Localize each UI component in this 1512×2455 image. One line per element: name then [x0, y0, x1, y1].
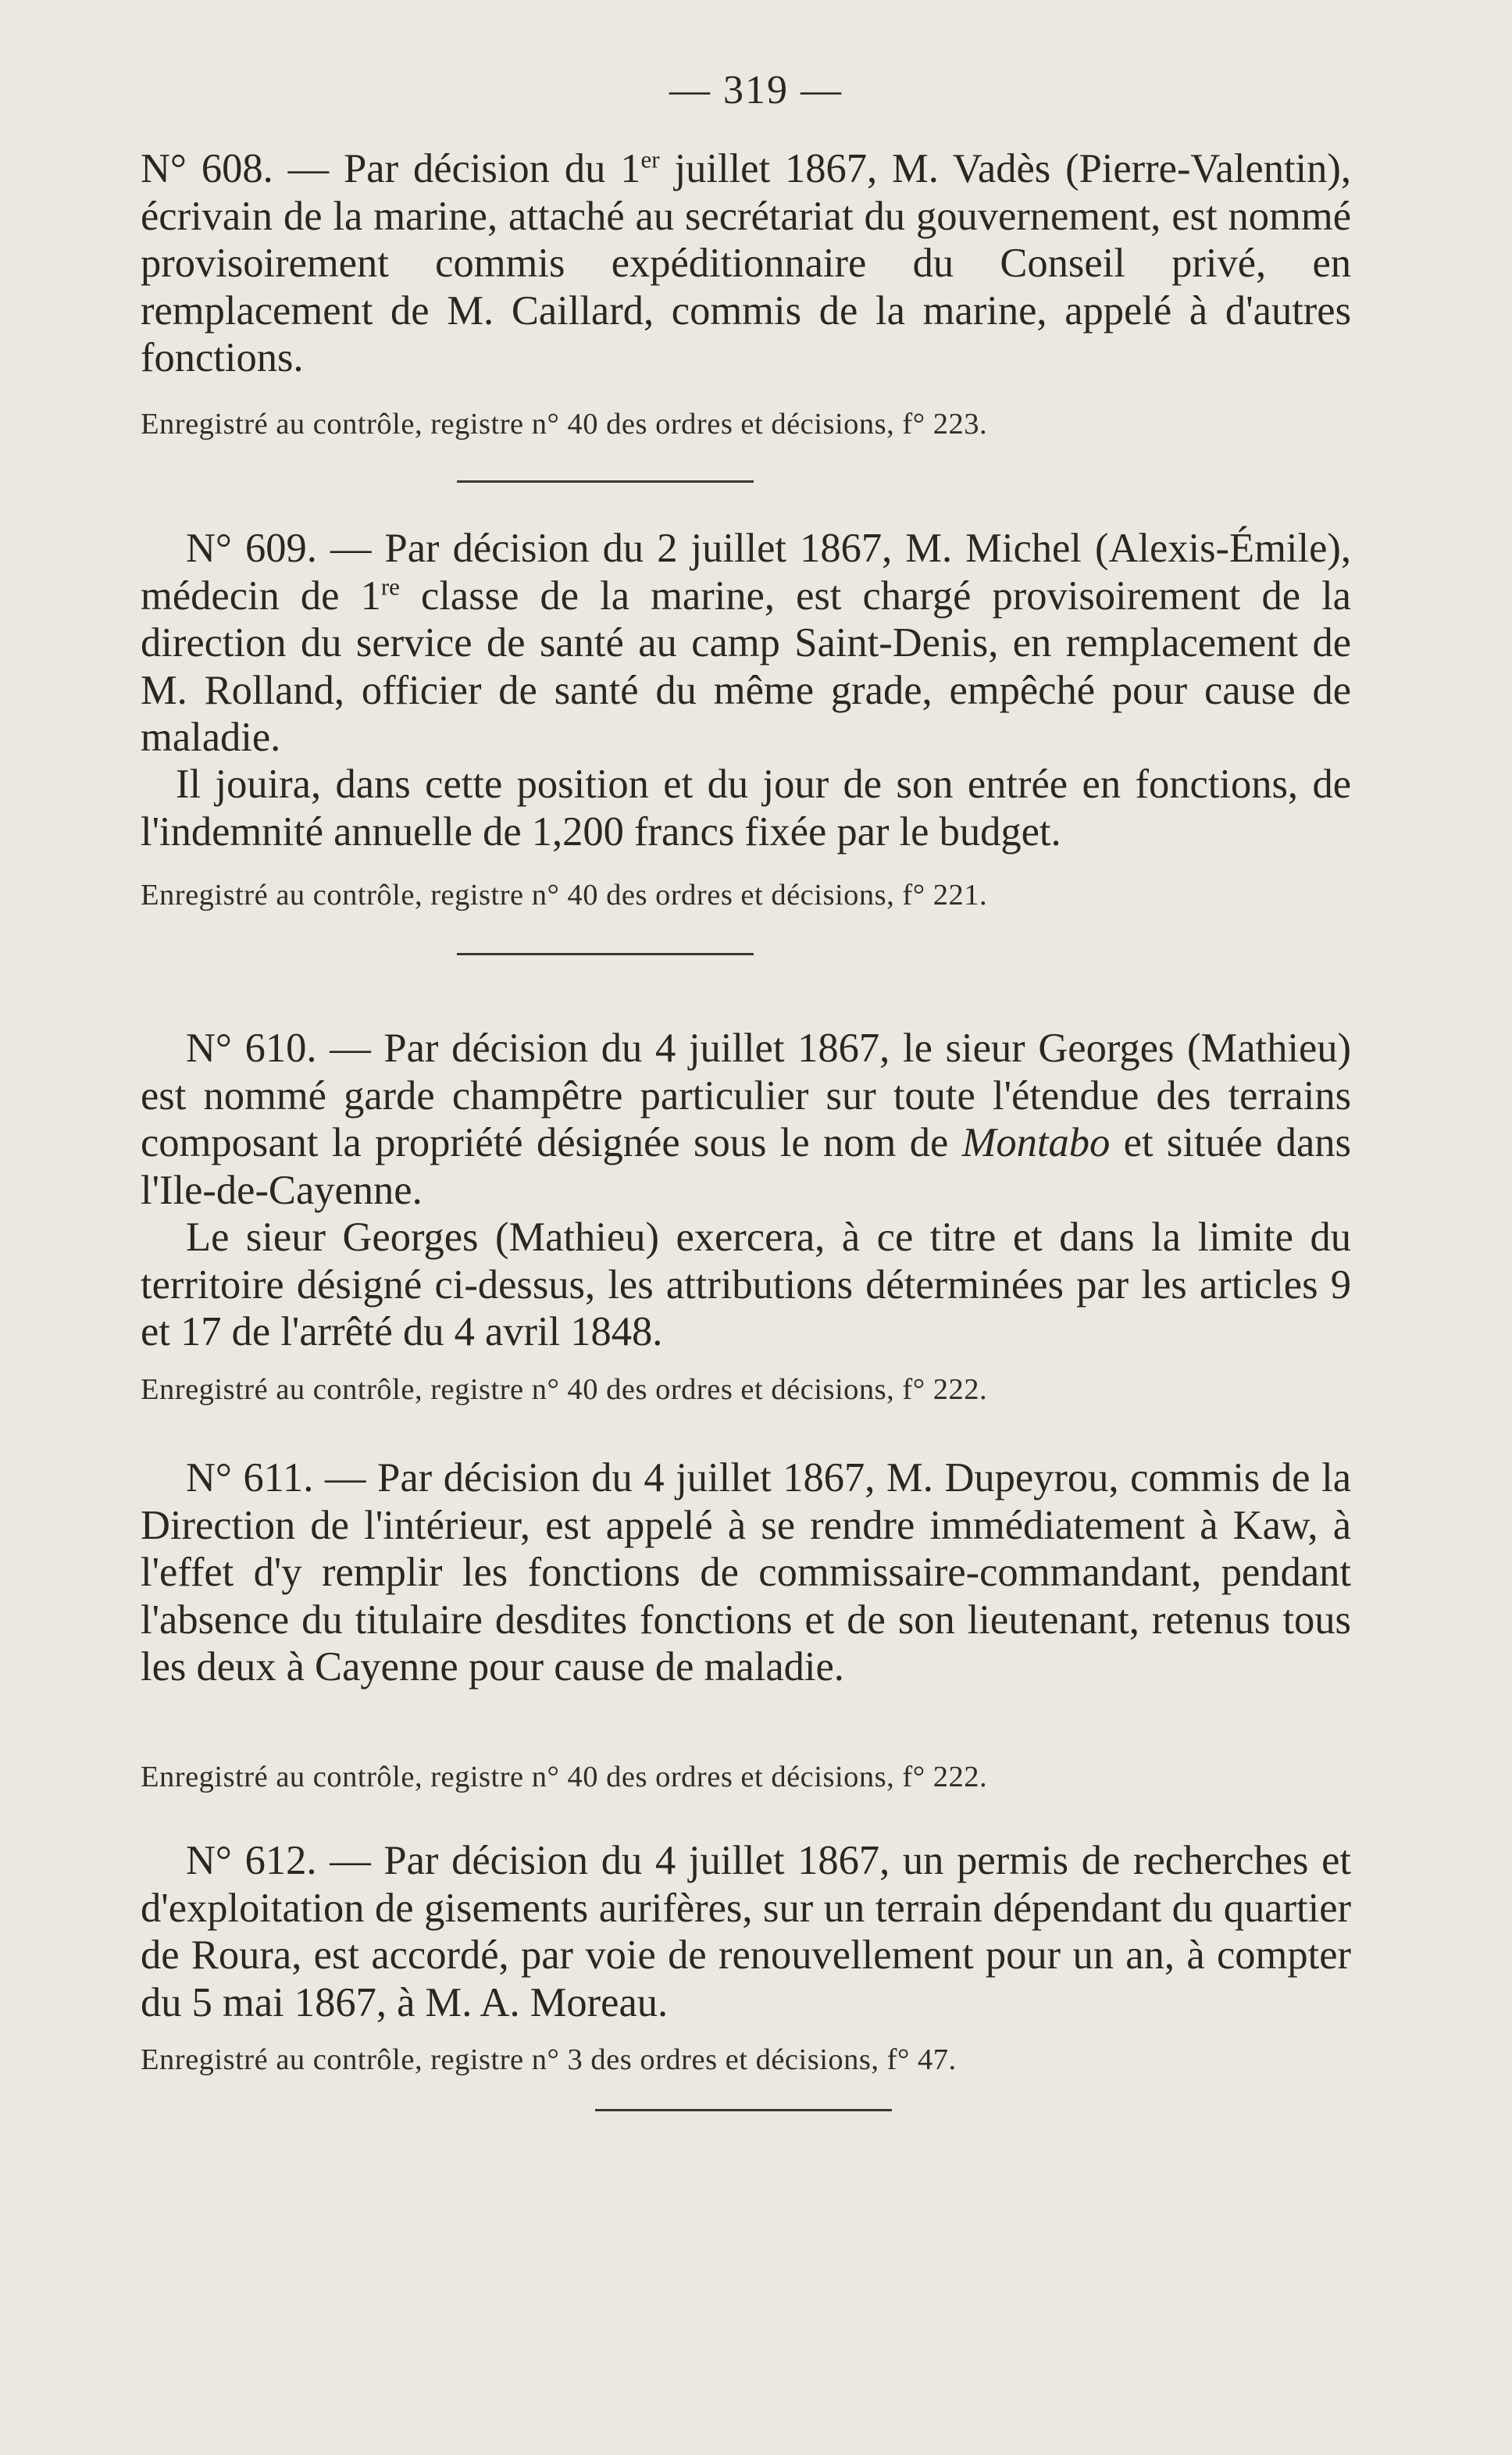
place-name-italic: Montabo	[961, 1120, 1111, 1165]
registration-note-608: Enregistré au contrôle, registre n° 40 des ordres et décisions, f° 223.	[141, 408, 988, 441]
decision-612: N° 612. — Par décision du 4 juillet 1867, un permis de recherches et d'exploitation de gisements aurifères, sur un terrain dépendant du quartier de Roura, est accordé, par voie de renouvellement pour un an, à compter du 5 mai 1867, à M. A. Moreau.	[141, 1838, 1351, 2025]
decision-610-continuation: Le sieur Georges (Mathieu) exercera, à ce titre et dans la limite du territoire désigné ci-dessus, les attributions déterminées par les articles 9 et 17 de l'arrêté du 4 avril 1848.	[141, 1215, 1351, 1354]
page-number: — 319 —	[669, 68, 843, 112]
separator-rule	[457, 953, 754, 955]
registration-note-610: Enregistré au contrôle, registre n° 40 des ordres et décisions, f° 222.	[141, 1373, 988, 1406]
decision-610: N° 610. — Par décision du 4 juillet 1867, le sieur Georges (Mathieu) est nommé garde champêtre particulier sur toute l'étendue des terrains composant la propriété désignée sous le nom de Montabo et située dans l'Ile-de-Cayenne.	[141, 1026, 1351, 1213]
registration-note-611: Enregistré au contrôle, registre n° 40 des ordres et décisions, f° 222.	[141, 1761, 988, 1793]
decision-number: N° 610.	[186, 1026, 317, 1071]
decision-609: N° 609. — Par décision du 2 juillet 1867, M. Michel (Alexis-Émile), médecin de 1re classe de la marine, est chargé provisoirement de la direction du service de santé au camp Saint-Denis, en remplacement de M. Rolland, officier de santé du même grade, empêché pour cause de maladie.	[141, 526, 1351, 760]
separator-rule	[457, 480, 754, 483]
decision-number: N° 611.	[186, 1455, 314, 1500]
decision-number: N° 609.	[186, 526, 317, 571]
decision-number: N° 608.	[141, 146, 273, 191]
registration-note-612: Enregistré au contrôle, registre n° 3 des ordres et décisions, f° 47.	[141, 2043, 957, 2076]
registration-note-609: Enregistré au contrôle, registre n° 40 des ordres et décisions, f° 221.	[141, 879, 988, 912]
decision-608: N° 608. — Par décision du 1er juillet 1867, M. Vadès (Pierre-Valentin), écrivain de la marine, attaché au secrétariat du gouvernement, est nommé provisoirement commis expéditionnaire du Conseil privé, en remplacement de M. Caillard, commis de la marine, appelé à d'autres fonctions.	[141, 145, 1351, 380]
decision-609-continuation: Il jouira, dans cette position et du jour de son entrée en fonctions, de l'indemnité annuelle de 1,200 francs fixée par le budget.	[141, 762, 1351, 855]
decision-611: N° 611. — Par décision du 4 juillet 1867, M. Dupeyrou, commis de la Direction de l'intérieur, est appelé à se rendre immédiatement à Kaw, à l'effet d'y remplir les fonctions de commissaire-commandant, pendant l'absence du titulaire desdites fonctions et de son lieutenant, retenus tous les deux à Cayenne pour cause de maladie.	[141, 1455, 1351, 1690]
decision-number: N° 612.	[186, 1838, 317, 1883]
separator-rule	[595, 2109, 892, 2111]
